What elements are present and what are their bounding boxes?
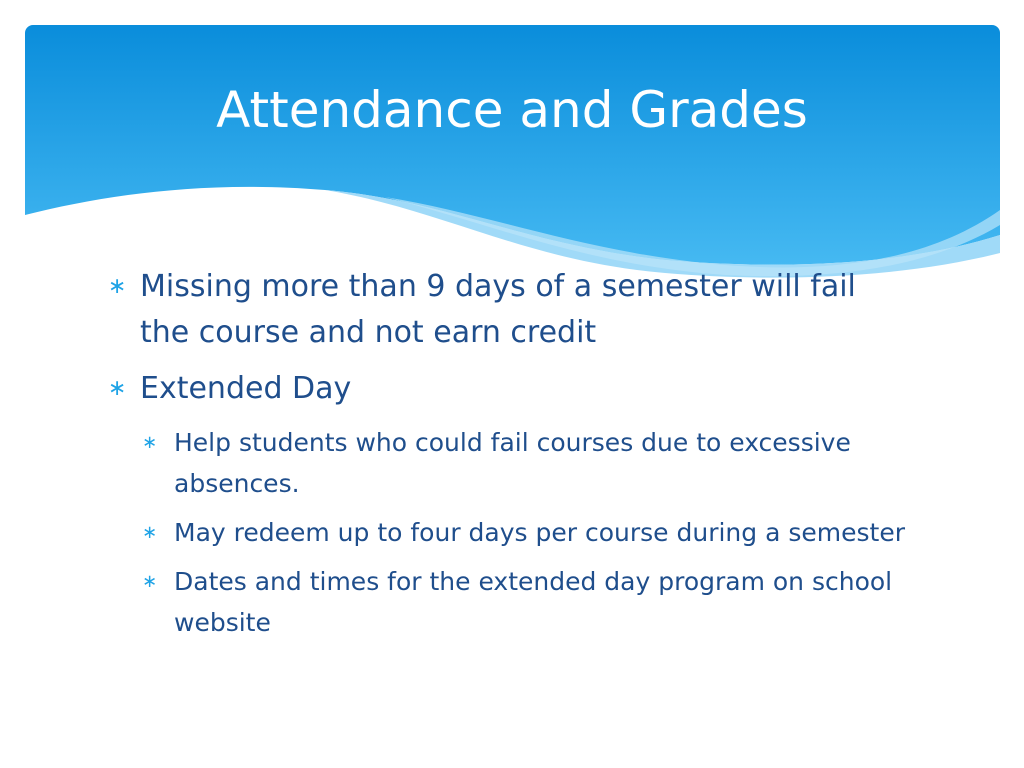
asterisk-bullet-icon: ∗ <box>108 376 127 401</box>
bullet-item <box>108 264 908 356</box>
sub-bullet-item <box>142 512 908 553</box>
asterisk-bullet-icon: ∗ <box>142 432 158 453</box>
asterisk-bullet-icon: ∗ <box>142 571 158 592</box>
bullet-text: Missing more than 9 days of a semester will fail the course and not earn credit <box>140 269 856 350</box>
bullet-text: Extended Day <box>140 371 352 406</box>
header-wave-graphic <box>25 25 1000 285</box>
sub-bullet-text: May redeem up to four days per course during a semester <box>174 518 905 547</box>
bullet-item <box>108 366 908 412</box>
header-banner <box>25 25 1000 285</box>
sub-bullet-item <box>142 561 908 643</box>
asterisk-bullet-icon: ∗ <box>142 522 158 543</box>
sub-bullet-text: Dates and times for the extended day program on school website <box>174 567 893 637</box>
sub-bullet-item <box>142 422 908 504</box>
sub-bullet-text: Help students who could fail courses due to excessive absences. <box>174 428 851 498</box>
asterisk-bullet-icon: ∗ <box>108 274 127 299</box>
slide-title: Attendance and Grades <box>216 81 808 139</box>
slide-content <box>108 264 908 651</box>
